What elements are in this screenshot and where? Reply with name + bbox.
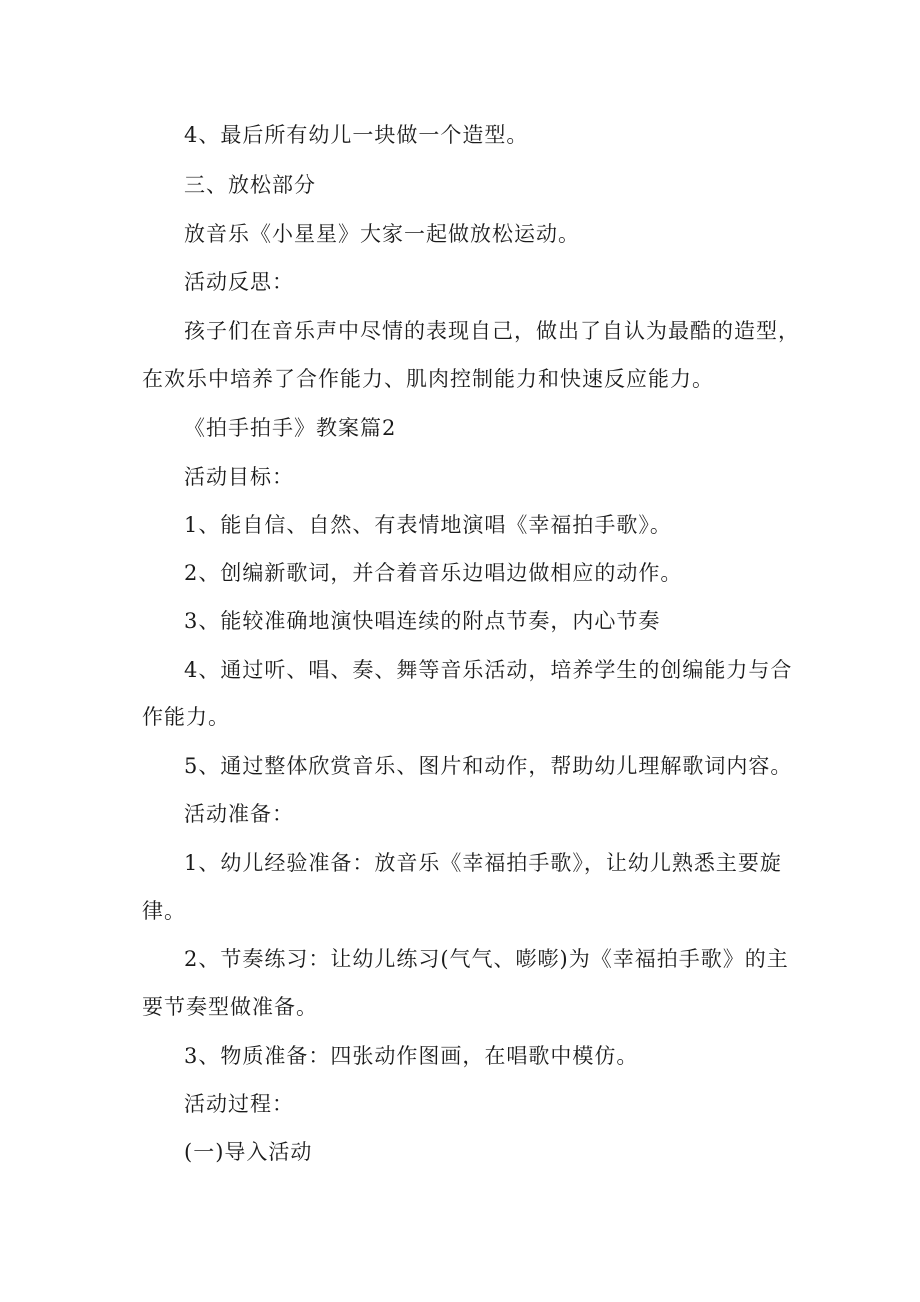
- goal-2: 2、创编新歌词，并合着音乐边唱边做相应的动作。: [184, 561, 683, 585]
- reflection-paragraph-line-1: 孩子们在音乐声中尽情的表现自己，做出了自认为最酷的造型，: [184, 319, 800, 343]
- section-relaxation-heading: 三、放松部分: [184, 173, 316, 197]
- reflection-heading: 活动反思：: [184, 270, 294, 294]
- preparation-1-line-2: 律。: [142, 899, 186, 923]
- goal-4-line-2: 作能力。: [142, 705, 230, 729]
- reflection-paragraph-line-2: 在欢乐中培养了合作能力、肌肉控制能力和快速反应能力。: [142, 367, 714, 391]
- activity-process-heading: 活动过程：: [184, 1092, 294, 1116]
- preparation-2-line-1: 2、节奏练习：让幼儿练习(气气、嘭嘭)为《幸福拍手歌》的主: [184, 947, 789, 971]
- goal-5: 5、通过整体欣赏音乐、图片和动作，帮助幼儿理解歌词内容。: [184, 754, 793, 778]
- preparation-3: 3、物质准备：四张动作图画，在唱歌中模仿。: [184, 1044, 639, 1068]
- goal-3: 3、能较准确地演快唱连续的附点节奏，内心节奏: [184, 609, 661, 633]
- relaxation-music-text: 放音乐《小星星》大家一起做放松运动。: [184, 222, 580, 246]
- step-4-final-pose: 4、最后所有幼儿一块做一个造型。: [184, 123, 529, 147]
- activity-goals-heading: 活动目标：: [184, 465, 294, 489]
- lesson-plan-2-title: 《拍手拍手》教案篇2: [184, 416, 397, 440]
- preparation-2-line-2: 要节奏型做准备。: [142, 995, 318, 1019]
- goal-4-line-1: 4、通过听、唱、奏、舞等音乐活动，培养学生的创编能力与合: [184, 658, 793, 682]
- process-step-1-heading: (一)导入活动: [184, 1140, 313, 1164]
- goal-1: 1、能自信、自然、有表情地演唱《幸福拍手歌》。: [184, 513, 672, 537]
- activity-preparation-heading: 活动准备：: [184, 802, 294, 826]
- preparation-1-line-1: 1、幼儿经验准备：放音乐《幸福拍手歌》，让幼儿熟悉主要旋: [184, 851, 782, 875]
